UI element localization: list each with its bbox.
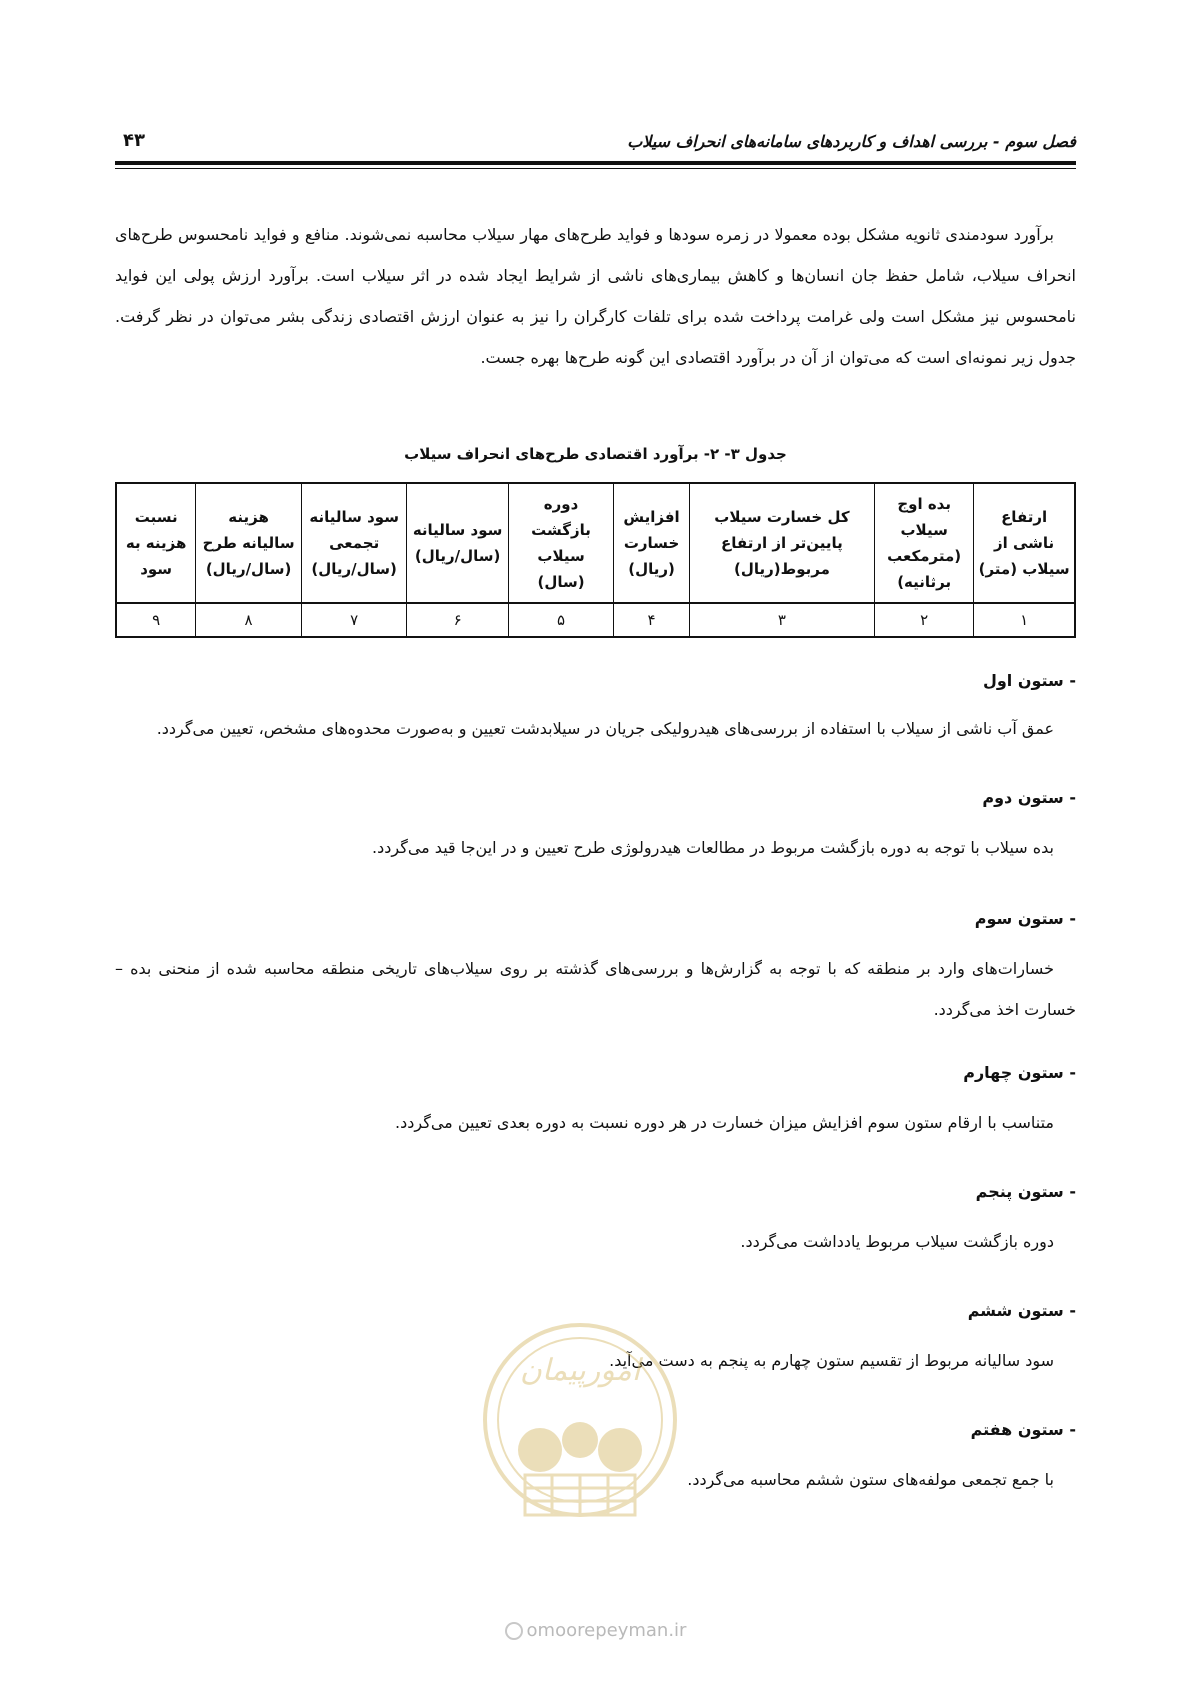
section-title: - ستون سوم — [974, 909, 1076, 928]
section-title: - ستون دوم — [982, 788, 1076, 807]
table-header-cell: نسبت هزینه به سود — [116, 483, 196, 603]
section-title: - ستون چهارم — [963, 1063, 1076, 1082]
section-title: - ستون اول — [982, 671, 1076, 690]
table-cell: ۷ — [301, 603, 407, 637]
table-cell: ۶ — [407, 603, 508, 637]
header-rule-thick — [115, 161, 1076, 165]
table-cell: ۳ — [689, 603, 874, 637]
section-body: با جمع تجمعی مولفه‌های ستون ششم محاسبه می‌گردد. — [687, 1470, 1054, 1489]
watermark-site-text: omoorepeyman.ir — [526, 1620, 687, 1641]
table-row — [116, 603, 1075, 637]
table-header-row — [116, 483, 1075, 603]
watermark-site — [0, 1620, 1191, 1641]
table-header-cell: دوره بازگشت سیلاب (سال) — [508, 483, 614, 603]
section-title: - ستون ششم — [967, 1301, 1076, 1320]
table-header-cell: کل خسارت سیلاب پایین‌تر از ارتفاع مربوط(ریال) — [689, 483, 874, 603]
section-title: - ستون پنجم — [975, 1182, 1076, 1201]
table-cell: ۲ — [875, 603, 974, 637]
table-header-cell: بده اوج سیلاب (مترمکعب برثانیه) — [875, 483, 974, 603]
section-title: - ستون هفتم — [970, 1420, 1076, 1439]
watermark-logo-text: امورپیمان — [519, 1353, 641, 1388]
page-content — [115, 214, 1076, 1500]
table-cell: ۸ — [196, 603, 302, 637]
section-column-7 — [115, 1415, 1076, 1500]
table-caption: جدول ۳- ۲- برآورد اقتصادی طرح‌های انحراف سیلاب — [404, 445, 787, 463]
section-column-6 — [115, 1296, 1076, 1381]
intro-paragraph: برآورد سودمندی ثانویه مشکل بوده معمولا در زمره سودها و فواید طرح‌های مهار سیلاب محاسبه نمی‌شوند. منافع و فواید نامحسوس طرح‌های انحراف سیلاب، شامل حفظ جان انسان‌ها و کاهش بیماری‌های ناشی از شرایط ایجاد شده در اثر سیلاب است. برآورد ارزش پولی این فواید نامحسوس نیز مشکل است ولی غرامت پرداخت شده برای تلفات کارگران را نیز به عنوان ارزش اقتصادی زندگی بشر می‌توان در نظر گرفت. جدول زیر نمونه‌ای است که می‌توان از آن در برآورد اقتصادی این گونه طرح‌ها بهره جست. — [115, 225, 1076, 367]
table-cell: ۹ — [116, 603, 196, 637]
table-header-cell: سود سالیانه (سال/ریال) — [407, 483, 508, 603]
table-cell: ۱ — [974, 603, 1075, 637]
header-rule-thin — [115, 168, 1076, 169]
section-body: خسارات‌های وارد بر منطقه که با توجه به گزارش‌ها و بررسی‌های گذشته بر روی سیلاب‌های تاریخی منطقه محاسبه شده از منحنی بده – خسارت اخذ می‌گردد. — [115, 959, 1076, 1019]
page-number: ۴۳ — [123, 130, 145, 151]
table-header-cell: سود سالیانه تجمعی (سال/ریال) — [301, 483, 407, 603]
section-column-2 — [115, 783, 1076, 868]
section-body: متناسب با ارقام ستون سوم افزایش میزان خسارت در هر دوره نسبت به دوره بعدی تعیین می‌گردد. — [395, 1113, 1054, 1132]
table-cell: ۴ — [614, 603, 689, 637]
section-body: بده سیلاب با توجه به دوره بازگشت مربوط در مطالعات هیدرولوژی طرح تعیین و در این‌جا قید می‌گردد. — [372, 838, 1054, 857]
chapter-title: فصل سوم - بررسی اهداف و کاربردهای سامانه‌های انحراف سیلاب — [627, 132, 1076, 151]
table-header-cell: افزایش خسارت (ریال) — [614, 483, 689, 603]
section-column-4 — [115, 1058, 1076, 1143]
section-column-1 — [115, 666, 1076, 749]
economic-estimate-table — [115, 482, 1076, 638]
section-column-3 — [115, 904, 1076, 1030]
section-body: سود سالیانه مربوط از تقسیم ستون چهارم به پنجم به دست می‌آید. — [609, 1351, 1054, 1370]
table-header-cell: هزینه سالیانه طرح (سال/ریال) — [196, 483, 302, 603]
at-icon — [505, 1622, 523, 1640]
table-header-cell: ارتفاع ناشی از سیلاب (متر) — [974, 483, 1075, 603]
section-column-5 — [115, 1177, 1076, 1262]
section-body: عمق آب ناشی از سیلاب با استفاده از بررسی‌های هیدرولیکی جریان در سیلابدشت تعیین و به‌صورت محدوه‌های مشخص، تعیین می‌گردد. — [156, 719, 1054, 738]
table-cell: ۵ — [508, 603, 614, 637]
section-body: دوره بازگشت سیلاب مربوط یادداشت می‌گردد. — [740, 1232, 1054, 1251]
